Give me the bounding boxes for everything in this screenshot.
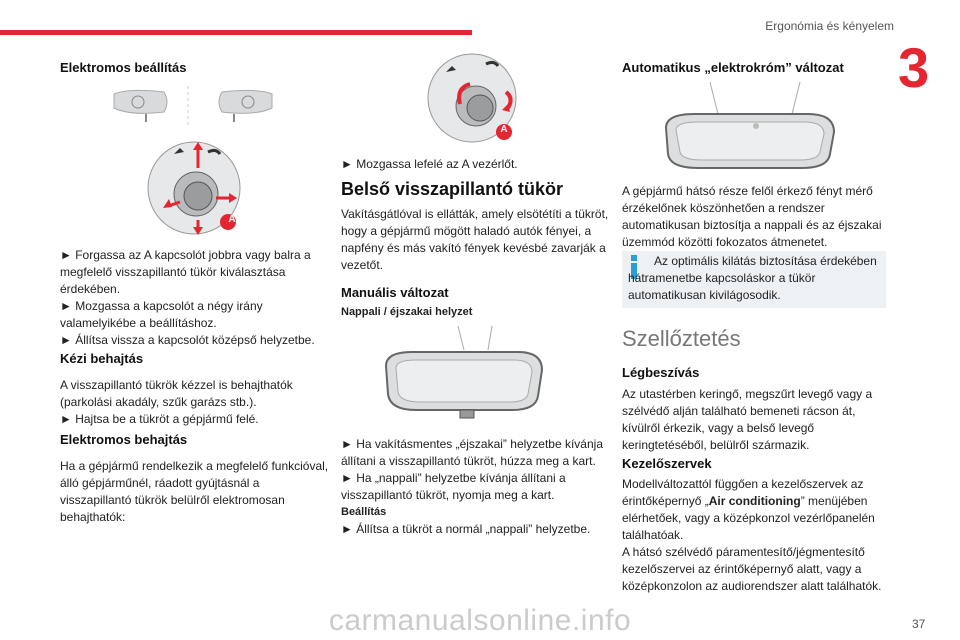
ctrl-title: Kezelőszervek bbox=[622, 456, 712, 471]
section-title: Ergonómia és kényelem bbox=[765, 19, 894, 33]
side-mirrors-illustration bbox=[108, 84, 278, 128]
left-instructions bbox=[60, 247, 330, 349]
air-text: Az utastérben keringő, megszűrt levegő vagy a szélvédő alján található bemeneti rácson át, kívülről érkezik, vagy a belső levegő keringtetéséből, belülről származik. bbox=[622, 387, 873, 452]
middle-move-text: ► Mozgassa lefelé az A vezérlőt. bbox=[341, 157, 518, 171]
kezi-text: A visszapillantó tükrök kézzel is behajthatók (parkolási akadály, szűk garázs stb.). bbox=[60, 378, 293, 409]
page-number: 37 bbox=[912, 617, 926, 631]
middle-instructions bbox=[341, 436, 611, 538]
ctrl-section bbox=[622, 476, 892, 595]
mirror-knob-illustration bbox=[136, 138, 266, 238]
middle-bullet-1: ► Ha vakításmentes „éjszakai” helyzetbe kívánja állítani a visszapillantó tükröt, húzza meg a kart. bbox=[341, 437, 603, 468]
ctrl-text-2: A hátsó szélvédő páramentesítő/jégmentesítő kezelőszervei az érintőképernyő alatt, vagy a középkonzolon az audiorendszer alatt találhatók. bbox=[622, 545, 882, 593]
manual-title: Manuális változat bbox=[341, 285, 449, 300]
auto-title: Automatikus „elektrokróm” változat bbox=[622, 60, 844, 75]
middle-title: Belső visszapillantó tükör bbox=[341, 179, 564, 199]
vent-title: Szellőztetés bbox=[622, 326, 741, 351]
manual-mirror-illustration bbox=[382, 326, 547, 426]
label-a-left: A bbox=[228, 214, 236, 225]
night-title: Nappali / éjszakai helyzet bbox=[341, 306, 473, 318]
middle-bullet-2: ► Ha „nappali” helyzetbe kívánja állítani a visszapillantó tükröt, nyomja meg a kart. bbox=[341, 471, 566, 502]
elek-title: Elektromos behajtás bbox=[60, 432, 188, 447]
ctrl-text-1b: ” menüjében elérhetőek, vagy a középkonzol vezérlőpanelén találhatóak. bbox=[622, 494, 875, 542]
info-text: Az optimális kilátás biztosítása érdekében hátramenetbe kapcsoláskor a tükör automatikusan kivilágosodik. bbox=[628, 254, 877, 302]
info-box bbox=[622, 251, 886, 308]
setting-title: Beállítás bbox=[341, 506, 387, 518]
watermark: carmanualsonline.info bbox=[328, 604, 632, 637]
label-a-middle: A bbox=[500, 124, 508, 135]
middle-intro: Vakításgátlóval is ellátták, amely elsötétíti a tükröt, hogy a gépjármű mögött haladó autók fényei, a napfény és más vakító fények kevésbé zavarják a vezetőt. bbox=[341, 207, 609, 272]
header-accent-bar bbox=[0, 30, 472, 35]
air-title: Légbeszívás bbox=[622, 365, 700, 380]
interior-knob-illustration bbox=[420, 52, 530, 150]
auto-text: A gépjármű hátsó része felől érkező fényt mérő érzékelőnek köszönhetően a rendszer automatikusan biztosítja a nappali és az éjszakai üzemmód közötti fokozatos átmenetet. bbox=[622, 184, 882, 249]
left-title: Elektromos beállítás bbox=[60, 60, 187, 75]
ctrl-text-1a: Modellváltozattól függően a kezelőszervek az érintőképernyő „ bbox=[622, 477, 864, 508]
kezi-title: Kézi behajtás bbox=[60, 351, 144, 366]
middle-bullet-3: ► Állítsa a tükröt a normál „nappali” helyzetbe. bbox=[341, 522, 591, 536]
kezi-section bbox=[60, 377, 330, 428]
left-bullet-2: ► Mozgassa a kapcsolót a négy irány valamelyikébe a beállításhoz. bbox=[60, 299, 263, 330]
auto-mirror-illustration bbox=[660, 82, 840, 172]
kezi-bullet: ► Hajtsa be a tükröt a gépjármű felé. bbox=[60, 412, 259, 426]
left-bullet-1: ► Forgassa az A kapcsolót jobbra vagy balra a megfelelő visszapillantó tükör kiválasztása érdekében. bbox=[60, 248, 311, 296]
air-conditioning-menu-name: Air conditioning bbox=[708, 494, 801, 508]
ctrl-text-1 bbox=[622, 476, 892, 544]
left-bullet-3: ► Állítsa vissza a kapcsolót középső helyzetbe. bbox=[60, 333, 315, 347]
chapter-number: 3 bbox=[898, 36, 930, 99]
elek-text: Ha a gépjármű rendelkezik a megfelelő funkcióval, álló gépjárműnél, ráadott gyújtásnál a visszapillantó tükrök belülről elektromosan behajthatók: bbox=[60, 459, 329, 524]
